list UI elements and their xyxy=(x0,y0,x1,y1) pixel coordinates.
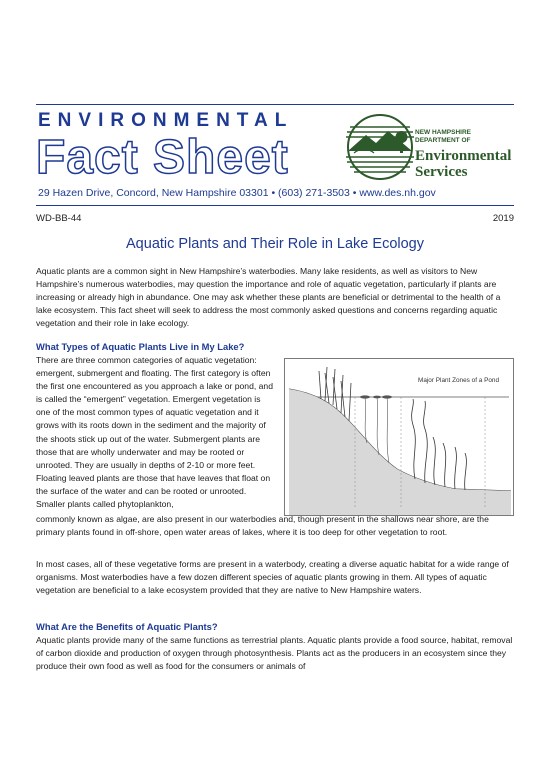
benefits-paragraph: Aquatic plants provide many of the same functions as terrestrial plants. Aquatic plants provide a food source, habitat, removal of carbon dioxide and production of oxygen through photosynthesis. Plants act as the producers in an ecosystem since they produce their own food as well as food for the consumers or animals of xyxy=(36,635,513,672)
figure-title: Major Plant Zones of a Pond xyxy=(418,377,499,384)
plant-types-column-text: There are three common categories of aquatic vegetation: emergent, submergent and floating. The first category is often the first one encountered as you approach a lake or pond, and is called the “emergent” vegetation. Emergent vegetation is one of the most common types of aquatic vegetation and it grows with its roots down in the sediment and the majority of the shoots stick up out of the water. Submergent plants are those that are wholly underwater and may be rooted or unrooted. They are usually in depths of 2-10 or more feet. Floating leaved plants are those that have leaves that float on the surface of the water and can be rooted or unrooted. Smaller plants called phytoplankton, xyxy=(36,355,273,510)
document-title: Aquatic Plants and Their Role in Lake Ecology xyxy=(126,236,424,252)
document-year: 2019 xyxy=(492,213,514,224)
most-cases-paragraph: In most cases, all of these vegetative forms are present in a waterbody, creating a diverse aquatic habitat for a wide range of organisms. Most waterbodies have a few dozen different species of aquatic plants growing in them. All types of aquatic vegetation are beneficial to a lake ecosystem provided that they are native to New Hampshire waters. xyxy=(36,559,509,596)
heading-benefits: What Are the Benefits of Aquatic Plants? xyxy=(36,621,218,632)
logo-line-new-hampshire: NEW HAMPSHIRE xyxy=(415,129,471,136)
intro-paragraph: Aquatic plants are a common sight in New Hampshire’s waterbodies. Many lake residents, as well as visitors to New Hampshire’s numerous waterbodies, may question the importance and role of aquatic vegetation, particularly if plants are increasing or already high in abundance. One may ask whether these plants are beneficial or detrimental to the health of a lake ecosystem. This fact sheet will seek to address the most commonly asked questions and concerns regarding aquatic vegetation and their role in lake ecology. xyxy=(36,266,501,329)
plant-types-continued: commonly known as algae, are also present in our waterbodies and, though present in the shallows near shore, are the primary plants found in off-shore, open water areas of lakes, where it is too deep for other vegetation to root. xyxy=(36,514,489,538)
document-id: WD-BB-44 xyxy=(36,213,82,224)
logo-agency-small-text xyxy=(415,129,471,145)
logo-line-department-of: DEPARTMENT OF xyxy=(415,137,471,144)
pond-profile-illustration xyxy=(285,359,513,515)
plant-zones-figure xyxy=(284,358,514,516)
header-bottom-rule xyxy=(36,205,514,206)
nhdes-logo-icon xyxy=(340,113,420,181)
logo-line-environmental: Environmental xyxy=(415,148,512,164)
heading-plant-types: What Types of Aquatic Plants Live in My Lake? xyxy=(36,341,245,352)
header-fact-sheet-word: Fact Sheet xyxy=(36,131,289,184)
logo-line-services: Services xyxy=(415,164,468,180)
header-environmental-word: ENVIRONMENTAL xyxy=(38,110,294,131)
header-top-rule xyxy=(36,104,514,105)
header-address: 29 Hazen Drive, Concord, New Hampshire 03301 • (603) 271-3503 • www.des.nh.gov xyxy=(38,187,436,199)
